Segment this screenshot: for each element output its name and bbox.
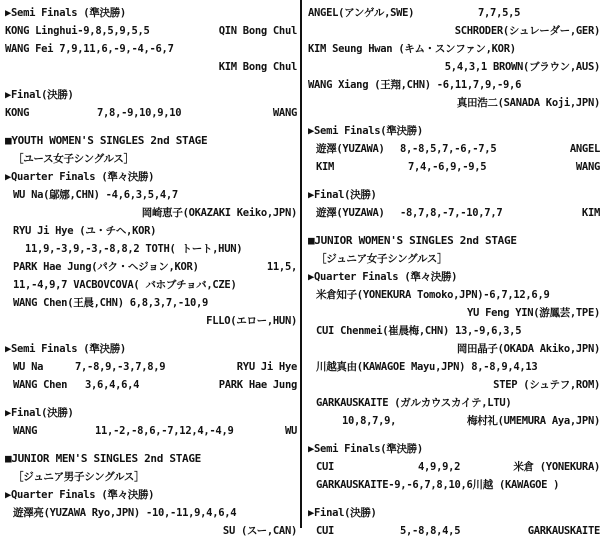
match-line: 米倉知子(YONEKURA Tomoko,JPN)-6,7,12,6,9	[316, 289, 550, 301]
match-line: 岡田晶子(OKADA Akiko,JPN)	[456, 343, 600, 355]
match-line: KONG 7,8,-9,10,9,10 WANG	[5, 107, 297, 119]
match-line: WANG 11,-2,-8,6,-7,12,4,-4,9 WU	[13, 425, 297, 437]
spacer	[308, 430, 600, 440]
event-title: ■JUNIOR WOMEN'S SINGLES 2nd STAGE	[308, 234, 517, 247]
spacer	[5, 440, 297, 450]
match-line: CUI 5,-8,8,4,5 GARKAUSKAITE	[316, 525, 600, 537]
match-line: WANG Chen(王晨,CHN) 6,8,3,7,-10,9	[13, 297, 209, 309]
spacer	[308, 222, 600, 232]
match-line: 11,9,-3,9,-3,-8,8,2 TOTH( トート,HUN)	[25, 243, 243, 255]
section-heading: ▶Final(決勝)	[5, 89, 74, 101]
spacer	[308, 176, 600, 186]
match-line: CUI 4,9,9,2 米倉 (YONEKURA)	[316, 461, 600, 473]
match-line: STEP (シュテフ,ROM)	[493, 379, 600, 391]
match-line: 10,8,7,9, 梅村礼(UMEMURA Aya,JPN)	[342, 415, 600, 427]
spacer	[5, 330, 297, 340]
match-line: 真田浩二(SANADA Koji,JPN)	[456, 97, 600, 109]
match-line: KIM Seung Hwan (キム・スンファン,KOR)	[308, 43, 516, 55]
section-heading: ▶Semi Finals (準決勝)	[5, 343, 126, 355]
left-column	[5, 4, 297, 540]
section-heading: ▶Quarter Finals (準々決勝)	[5, 171, 155, 183]
match-line: KONG Linghui-9,8,5,9,5,5 QIN Bong Chul	[5, 25, 297, 37]
spacer	[308, 112, 600, 122]
event-subtitle: ［ユース女子シングルス］	[13, 153, 134, 165]
event-title: ■YOUTH WOMEN'S SINGLES 2nd STAGE	[5, 134, 208, 147]
column-divider	[300, 0, 302, 528]
match-line: SU (スー,CAN)	[222, 525, 297, 537]
match-line: WU Na 7,-8,9,-3,7,8,9 RYU Ji Hye	[13, 361, 297, 373]
spacer	[5, 122, 297, 132]
match-line: ANGEL(アンゲル,SWE) 7,7,5,5	[308, 7, 521, 19]
match-line: CUI Chenmei(崔晨梅,CHN) 13,-9,6,3,5	[316, 325, 522, 337]
match-line: KIM 7,4,-6,9,-9,5 WANG	[316, 161, 600, 173]
event-title: ■JUNIOR MEN'S SINGLES 2nd STAGE	[5, 452, 201, 465]
match-line: WU Na(鄔娜,CHN) -4,6,3,5,4,7	[13, 189, 178, 201]
spacer	[5, 394, 297, 404]
match-line: 5,4,3,1 BROWN(ブラウン,AUS)	[444, 61, 600, 73]
match-line: WANG Chen 3,6,4,6,4 PARK Hae Jung	[13, 379, 297, 391]
match-line: WANG Xiang (王翔,CHN) -6,11,7,9,-9,6	[308, 79, 522, 91]
match-line: KIM Bong Chul	[218, 61, 297, 73]
event-subtitle: ［ジュニア男子シングルス］	[13, 471, 145, 483]
match-line: 川越真由(KAWAGOE Mayu,JPN) 8,-8,9,4,13	[316, 361, 538, 373]
section-heading: ▶Quarter Finals (準々決勝)	[5, 489, 155, 501]
section-heading: ▶Final(決勝)	[5, 407, 74, 419]
spacer	[5, 76, 297, 86]
event-subtitle: ［ジュニア女子シングルス］	[316, 253, 448, 265]
match-line: PARK Hae Jung(パク・ヘジョン,KOR) 11,5,	[13, 261, 297, 273]
section-heading: ▶Semi Finals(準決勝)	[308, 443, 423, 455]
right-column	[308, 4, 600, 540]
match-line: 遊澤(YUZAWA) 8,-8,5,7,-6,-7,5 ANGEL	[316, 143, 600, 155]
match-line: RYU Ji Hye (ユ・チヘ,KOR)	[13, 225, 157, 237]
match-line: SCHRODER(シュレーダー,GER)	[454, 25, 600, 37]
section-heading: ▶Semi Finals(準決勝)	[308, 125, 423, 137]
match-line: WANG Fei 7,9,11,6,-9,-4,-6,7	[5, 43, 174, 55]
match-line: 遊澤亮(YUZAWA Ryo,JPN) -10,-11,9,4,6,4	[13, 507, 237, 519]
match-line: 岡崎恵子(OKAZAKI Keiko,JPN)	[141, 207, 297, 219]
match-line: YU Feng YIN(游鳳芸,TPE)	[467, 307, 600, 319]
match-line: GARKAUSKAITE-9,-6,7,8,10,6川越 (KAWAGOE )	[316, 479, 560, 491]
match-line: GARKAUSKAITE (ガルカウスカイテ,LTU)	[316, 397, 512, 409]
section-heading: ▶Quarter Finals (準々決勝)	[308, 271, 458, 283]
spacer	[308, 494, 600, 504]
section-heading: ▶Final(決勝)	[308, 189, 377, 201]
match-line: 遊澤(YUZAWA) -8,7,8,-7,-10,7,7 KIM	[316, 207, 600, 219]
match-line: FLLO(エロー,HUN)	[206, 315, 297, 327]
match-line: 11,-4,9,7 VACBOVCOVA( バホブチョバ,CZE)	[13, 279, 237, 291]
section-heading: ▶Semi Finals (準決勝)	[5, 7, 126, 19]
section-heading: ▶Final(決勝)	[308, 507, 377, 519]
